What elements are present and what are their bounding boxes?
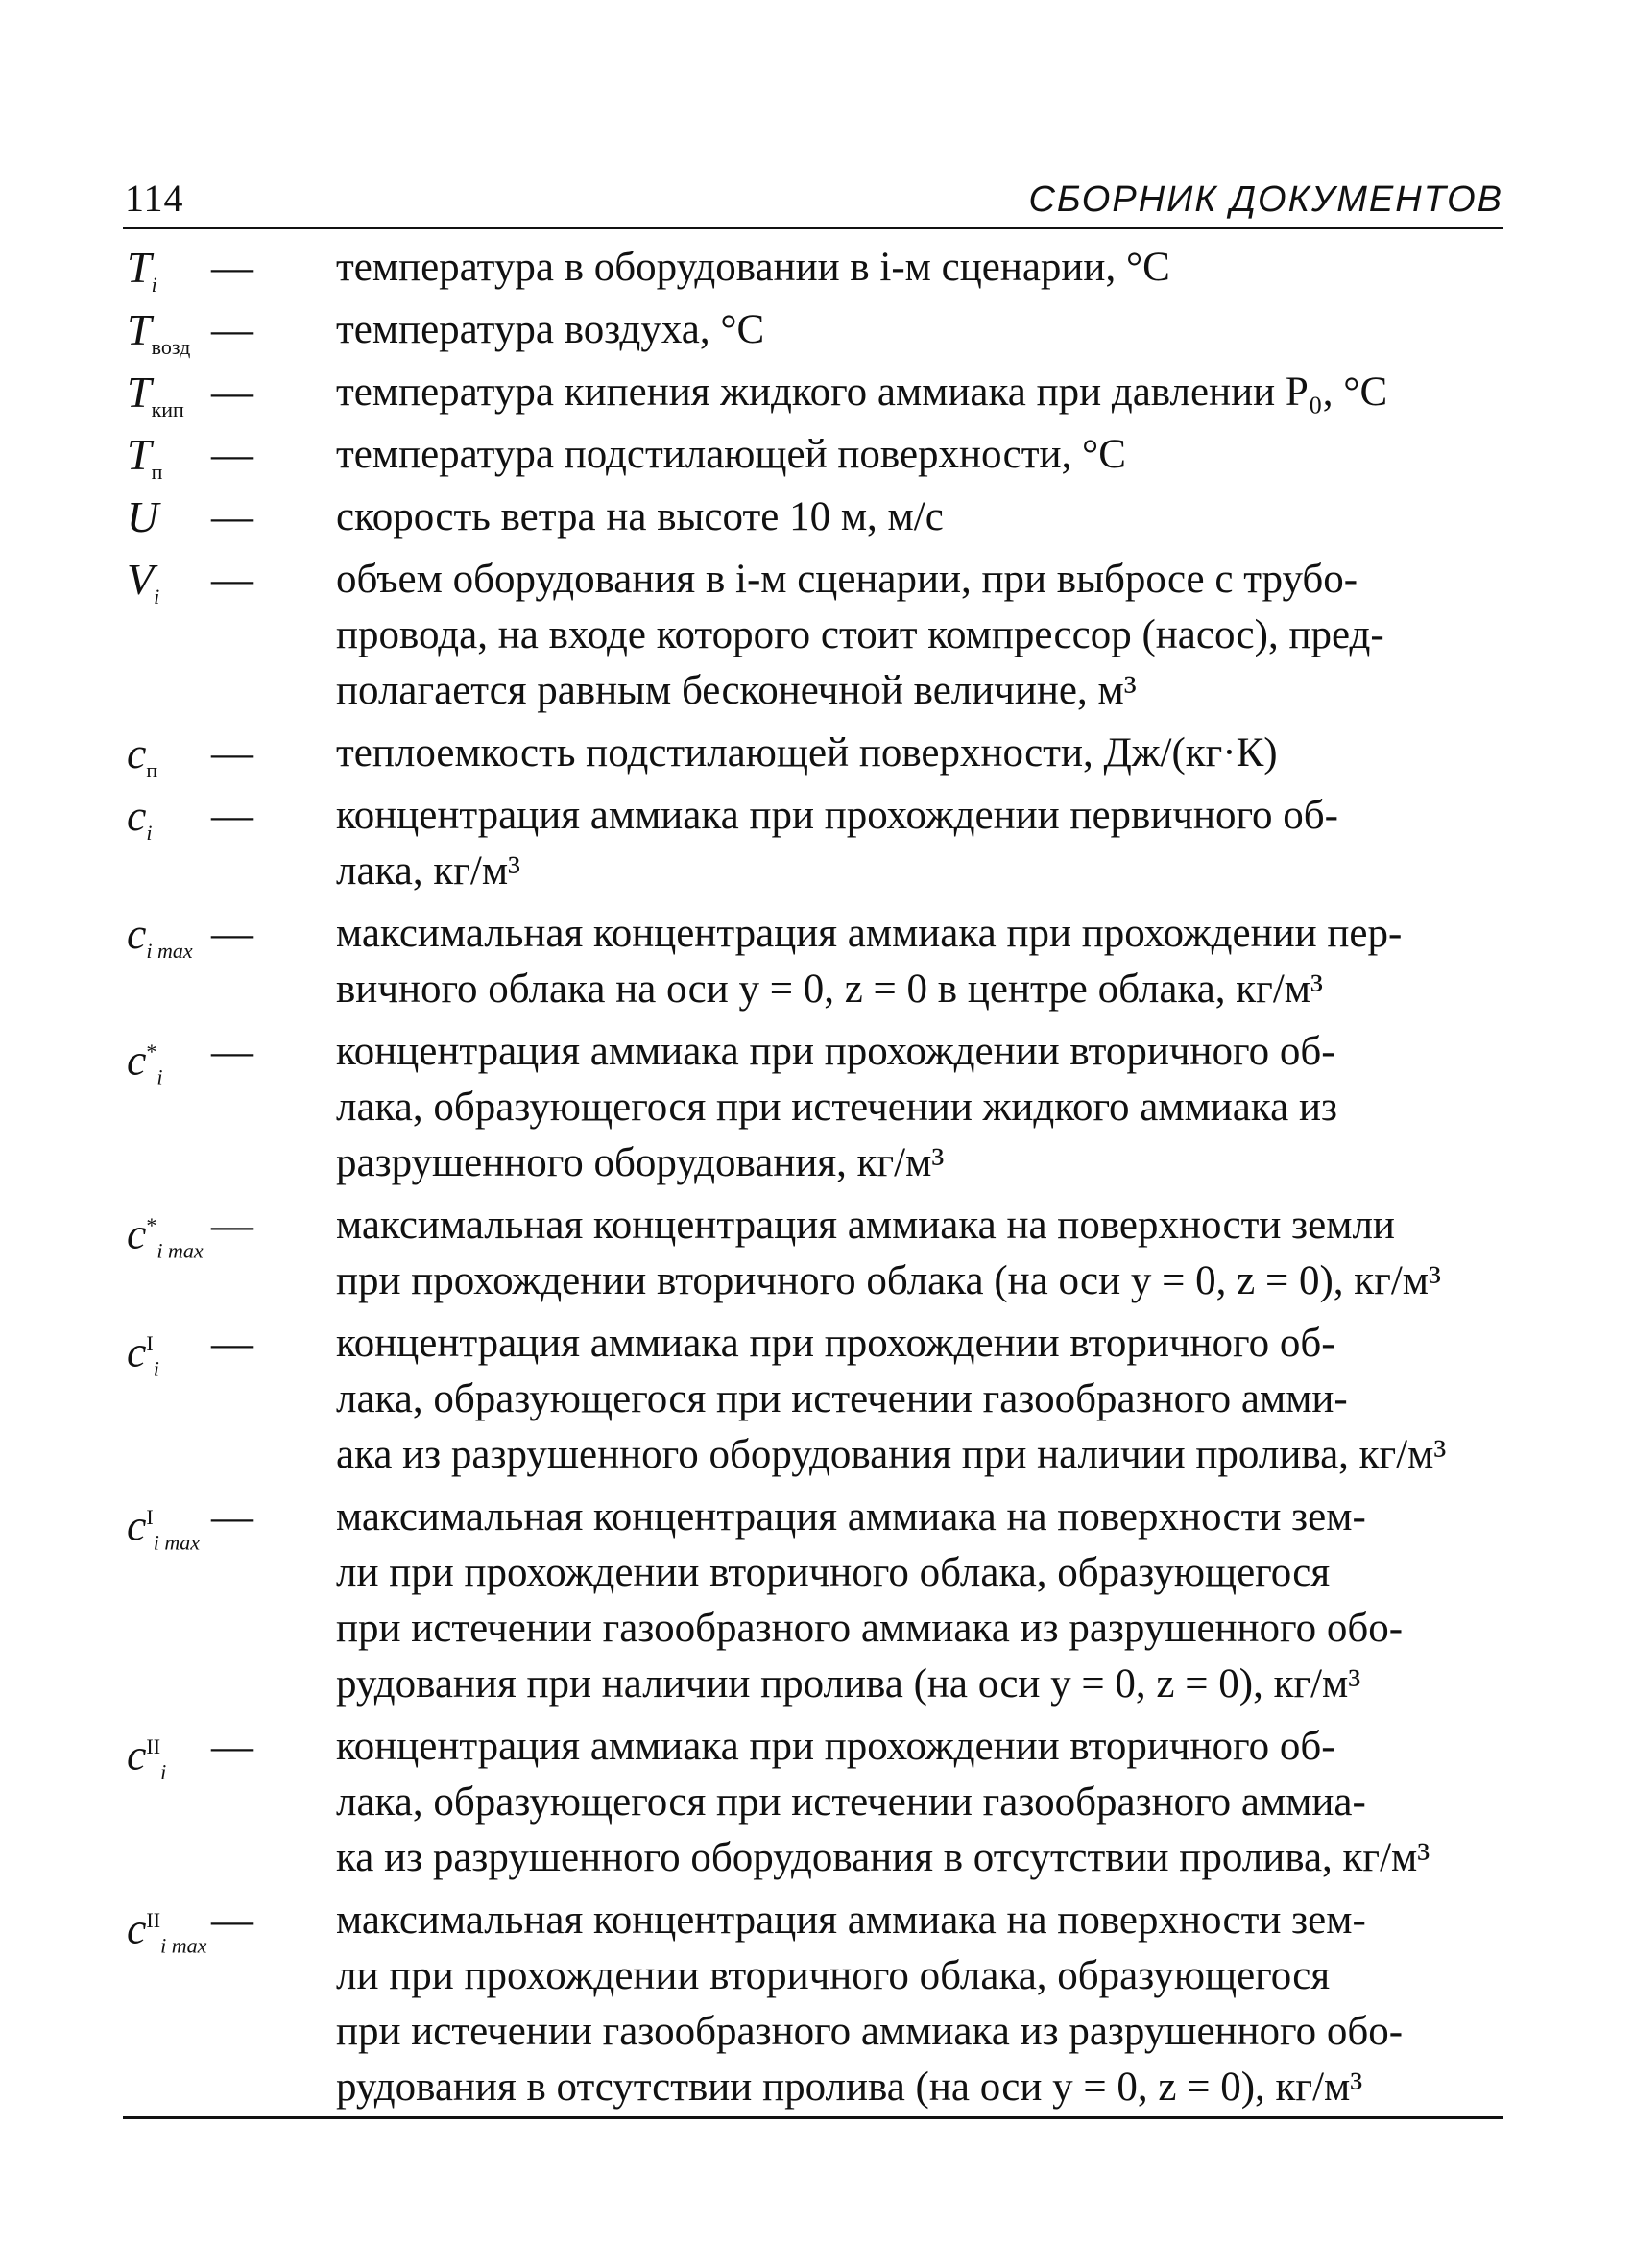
definition-line: при истечении газообразного аммиака из разрушенного обо- [336, 1606, 1404, 1651]
definition-line: рудования в отсутствии пролива (на оси y = 0, z = 0), кг/м³ [336, 2065, 1363, 2110]
symbol-superscript: * [146, 1213, 157, 1237]
definition-line: вичного облака на оси y = 0, z = 0 в центре облака, кг/м³ [336, 967, 1323, 1012]
definition-text [336, 1486, 1503, 1712]
symbol-base: c [127, 1035, 147, 1085]
definition-line: максимальная концентрация аммиака на поверхности зем- [336, 1494, 1366, 1540]
definition-line: ака из разрушенного оборудования при наличии пролива, кг/м³ [336, 1432, 1447, 1477]
symbol-base: c [127, 909, 147, 958]
definition-text [336, 902, 1503, 1017]
definition-line: лака, кг/м³ [336, 848, 520, 894]
symbol [127, 1312, 159, 1401]
symbol-superscript: II [146, 1734, 161, 1758]
definition-line: теплоемкость подстилающей поверхности, Дж/(кг·К) [336, 730, 1278, 776]
definition-row [123, 1889, 1503, 2115]
definition-row [123, 1715, 1503, 1886]
symbol-subscript: i [154, 585, 160, 609]
definition-text [336, 1020, 1503, 1191]
symbol [127, 1889, 206, 1978]
symbol-base: c [127, 1903, 147, 1953]
definition-line: рудования при наличии пролива (на оси y = 0, z = 0), кг/м³ [336, 1661, 1361, 1707]
symbol-subscript: i max [146, 939, 193, 964]
definition-line: температура подстилающей поверхности, °С [336, 432, 1126, 477]
definition-dash: — [211, 493, 253, 540]
definition-dash: — [211, 1897, 253, 1944]
definition-line: концентрация аммиака при прохождении вторичного об- [336, 1029, 1335, 1074]
symbol-subscript: i [153, 1356, 159, 1381]
symbol [127, 1486, 200, 1575]
footer-rule [123, 2116, 1503, 2119]
symbol-subscript: i max [160, 1933, 207, 1958]
symbol-subscript: i [146, 821, 153, 846]
definition-text [336, 722, 1503, 781]
definition-row [123, 548, 1503, 719]
definition-line: температура в оборудовании в i-м сценарии, °С [336, 245, 1170, 290]
definition-row [123, 722, 1503, 781]
definition-row [123, 1312, 1503, 1483]
symbol-base: T [127, 243, 152, 292]
definition-dash: — [211, 1493, 253, 1540]
definition-line: полагается равным бесконечной величине, м³ [336, 668, 1137, 713]
symbol-subscript: i [156, 1064, 163, 1089]
definition-dash: — [211, 431, 253, 478]
definition-dash: — [211, 1202, 253, 1249]
definition-line: объем оборудования в i-м сценарии, при выбросе с трубо- [336, 557, 1358, 602]
symbol [127, 902, 193, 983]
definition-line: ка из разрушенного оборудования в отсутствии пролива, кг/м³ [336, 1835, 1430, 1880]
definition-line: скорость ветра на высоте 10 м, м/с [336, 494, 944, 539]
symbol-base: T [127, 305, 152, 354]
definition-line: температура воздуха, °С [336, 307, 765, 352]
definition-row [123, 784, 1503, 899]
definition-row [123, 361, 1503, 420]
symbol-superscript: I [146, 1331, 154, 1355]
definition-dash: — [211, 1723, 253, 1770]
definition-row [123, 1194, 1503, 1309]
symbol-superscript: I [146, 1505, 154, 1529]
definition-line: концентрация аммиака при прохождении вторичного об- [336, 1321, 1335, 1366]
page-number: 114 [125, 177, 184, 220]
definition-line: при прохождении вторичного облака (на оси y = 0, z = 0), кг/м³ [336, 1258, 1441, 1303]
symbol-base: c [127, 1326, 147, 1376]
definition-line: концентрация аммиака при прохождении первичного об- [336, 793, 1338, 838]
definition-text [336, 784, 1503, 899]
definition-text [336, 1194, 1503, 1309]
definition-text [336, 298, 1503, 358]
symbol-base: U [127, 492, 159, 541]
definition-line: разрушенного оборудования, кг/м³ [336, 1140, 945, 1185]
definition-dash: — [211, 1028, 253, 1075]
symbol [127, 548, 159, 629]
symbol-superscript: * [146, 1039, 157, 1063]
definition-dash: — [211, 792, 253, 839]
definition-row [123, 298, 1503, 358]
symbol-subscript: п [146, 758, 158, 783]
definition-text [336, 361, 1503, 420]
definition-text [336, 236, 1503, 296]
page-header [123, 169, 1503, 229]
definition-text [336, 1312, 1503, 1483]
definition-text [336, 486, 1503, 545]
definition-row [123, 902, 1503, 1017]
definitions-list [123, 236, 1503, 2118]
symbol-base: T [127, 430, 152, 479]
symbol [127, 1715, 166, 1804]
definition-line: концентрация аммиака при прохождении вторичного об- [336, 1724, 1335, 1769]
definition-line: провода, на входе которого стоит компрессор (насос), пред- [336, 612, 1384, 657]
definition-row [123, 1486, 1503, 1712]
symbol [127, 784, 153, 865]
definition-dash: — [211, 244, 253, 291]
definition-row [123, 236, 1503, 296]
definition-text [336, 423, 1503, 483]
definition-line: максимальная концентрация аммиака при прохождении пер- [336, 911, 1403, 956]
symbol-base: c [127, 728, 147, 777]
definition-row [123, 486, 1503, 545]
definition-text [336, 548, 1503, 719]
definition-dash: — [211, 306, 253, 353]
symbol-subscript: возд [151, 335, 191, 360]
definition-line: ли при прохождении вторичного облака, образующегося [336, 1953, 1331, 1998]
symbol-subscript: i max [153, 1530, 201, 1555]
symbol-subscript: i [160, 1759, 167, 1784]
definition-line: максимальная концентрация аммиака на поверхности зем- [336, 1898, 1366, 1943]
symbol-base: c [127, 1730, 147, 1779]
symbol-superscript: II [146, 1908, 161, 1932]
definition-dash: — [211, 1320, 253, 1367]
definition-text [336, 1715, 1503, 1886]
definition-line: максимальная концентрация аммиака на поверхности земли [336, 1203, 1395, 1248]
definition-dash: — [211, 729, 253, 776]
definition-line: температура кипения жидкого аммиака при давлении P₀, °С [336, 370, 1388, 415]
symbol-subscript: i [151, 273, 157, 298]
definition-row [123, 423, 1503, 483]
definition-dash: — [211, 910, 253, 957]
symbol-subscript: п [151, 460, 163, 485]
definition-dash: — [211, 369, 253, 416]
symbol [127, 486, 158, 549]
symbol [127, 1020, 163, 1110]
symbol-base: V [127, 555, 155, 604]
definition-line: лака, образующегося при истечении газообразного амми- [336, 1376, 1348, 1421]
definition-dash: — [211, 556, 253, 603]
running-title: СБОРНИК ДОКУМЕНТОВ [1028, 179, 1503, 220]
symbol-base: c [127, 791, 147, 840]
symbol-subscript: кип [151, 397, 184, 422]
definition-row [123, 1020, 1503, 1191]
symbol-base: c [127, 1500, 147, 1550]
definition-text [336, 1889, 1503, 2115]
definition-line: при истечении газообразного аммиака из разрушенного обо- [336, 2009, 1404, 2054]
symbol-subscript: i max [156, 1238, 204, 1263]
symbol-base: T [127, 368, 152, 417]
symbol [127, 1194, 204, 1283]
symbol-base: c [127, 1208, 147, 1258]
definition-line: лака, образующегося при истечении жидкого аммиака из [336, 1085, 1337, 1130]
definition-line: ли при прохождении вторичного облака, образующегося [336, 1550, 1331, 1595]
definition-line: лака, образующегося при истечении газообразного аммиа- [336, 1779, 1366, 1825]
